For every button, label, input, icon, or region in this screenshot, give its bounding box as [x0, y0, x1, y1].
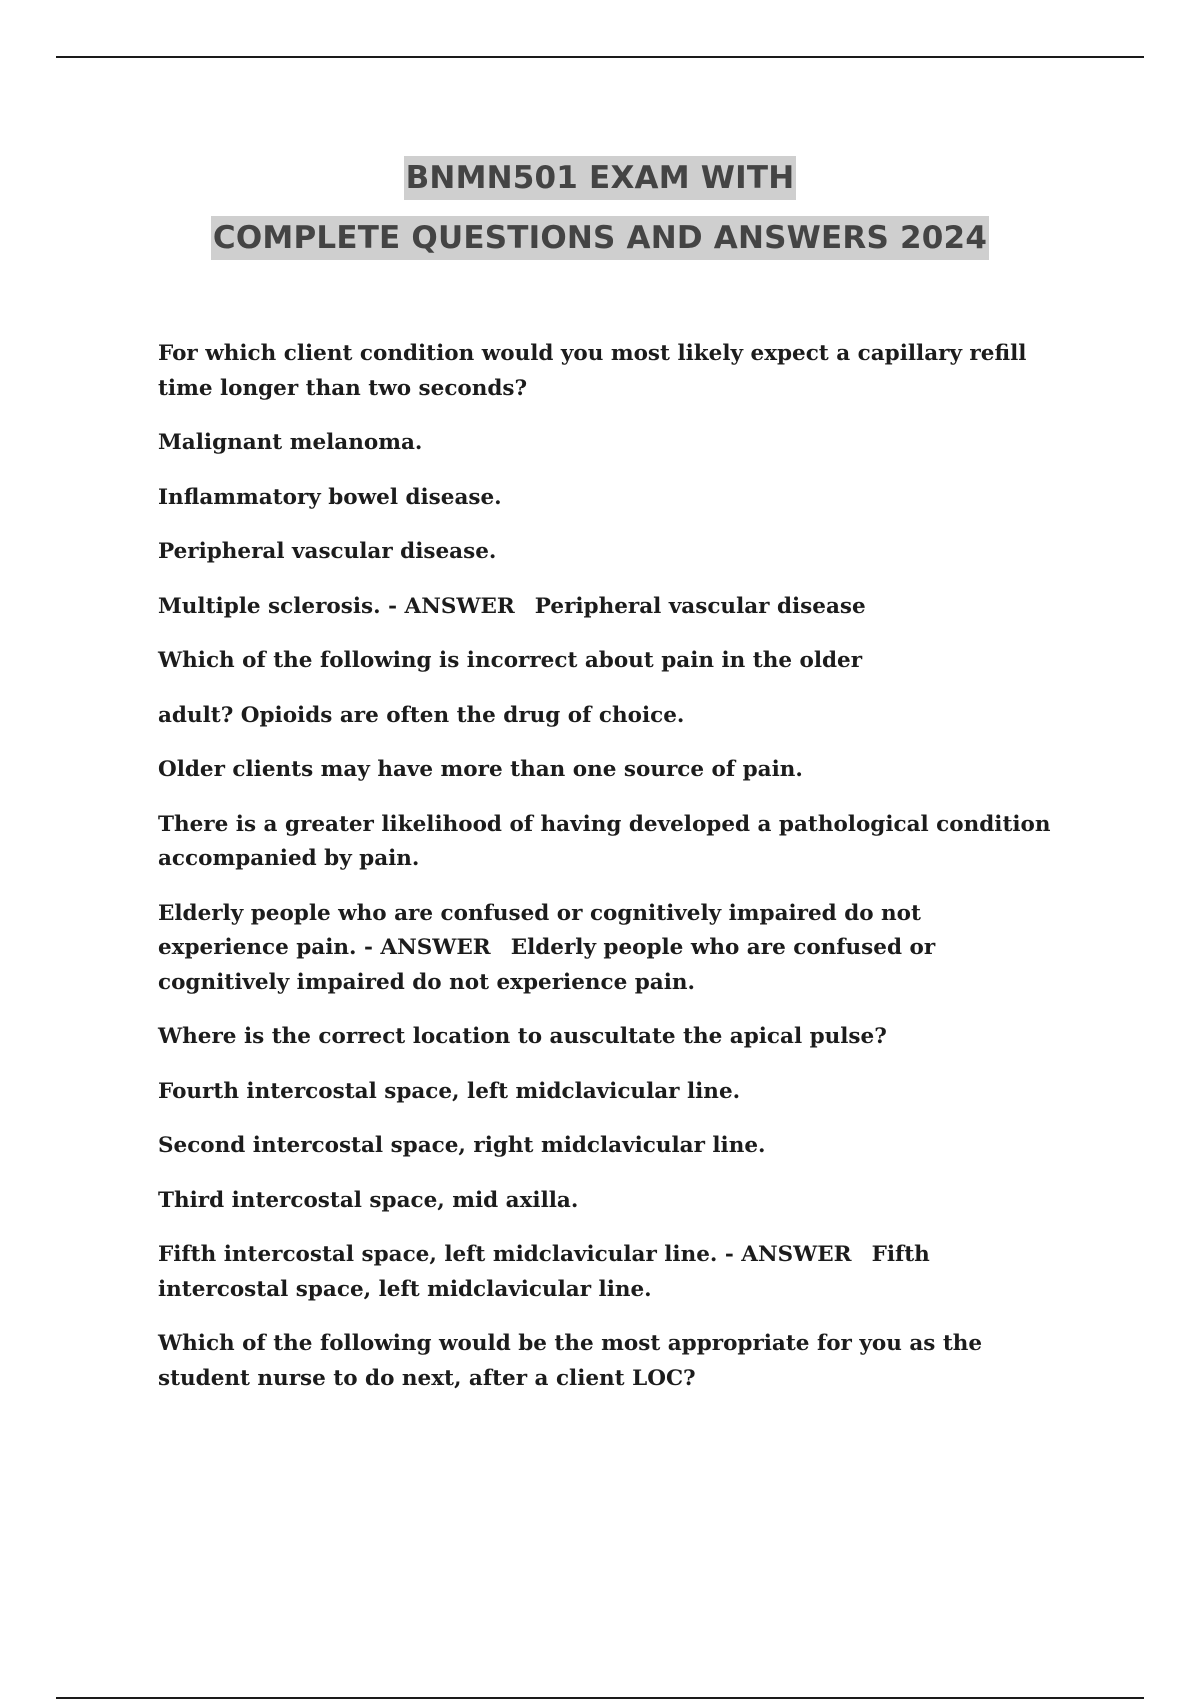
question-2-continued: adult? Opioids are often the drug of choice. [158, 702, 685, 728]
option: Fourth intercostal space, left midclavicular line. [158, 1078, 741, 1104]
option-with-answer: Fifth intercostal space, left midclavicular line. - ANSWER Fifth intercostal space, left midclavicular line. [158, 1242, 930, 1302]
question-2: Which of the following is incorrect about pain in the older [158, 648, 863, 673]
top-rule [56, 56, 1144, 58]
option: Inflammatory bowel disease. [158, 484, 502, 510]
option: Second intercostal space, right midclavicular line. [158, 1133, 766, 1158]
bottom-rule [56, 1697, 1144, 1699]
document-title [0, 156, 1200, 276]
option: There is a greater likelihood of having developed a pathological condition accompanied by pain. [158, 811, 1051, 871]
question-4: Which of the following would be the most appropriate for you as the student nurse to do next, after a client LOC? [158, 1331, 983, 1391]
question-1: For which client condition would you most likely expect a capillary refill time longer than two seconds? [158, 341, 1027, 401]
title-line-1: BNMN501 EXAM WITH [404, 156, 797, 200]
question-list [158, 337, 1058, 1416]
option: Older clients may have more than one source of pain. [158, 757, 803, 782]
option-with-answer: Multiple sclerosis. - ANSWER Peripheral vascular disease [158, 593, 866, 619]
question-3: Where is the correct location to auscultate the apical pulse? [158, 1024, 887, 1049]
option-with-answer: Elderly people who are confused or cognitively impaired do not experience pain. - ANSWER Elderly people who are confused or cognitively impaired do not experience pain. [158, 900, 936, 995]
option: Third intercostal space, mid axilla. [158, 1187, 579, 1213]
answer-text: Elderly people who are confused or cognitively impaired do not experience pain. [158, 935, 936, 995]
option: Peripheral vascular disease. [158, 539, 497, 564]
option: Malignant melanoma. [158, 430, 423, 455]
answer-text: Fifth intercostal space, left midclavicular line. [158, 1242, 930, 1302]
answer-text: Peripheral vascular disease [534, 593, 866, 619]
title-line-2: COMPLETE QUESTIONS AND ANSWERS 2024 [211, 216, 989, 260]
